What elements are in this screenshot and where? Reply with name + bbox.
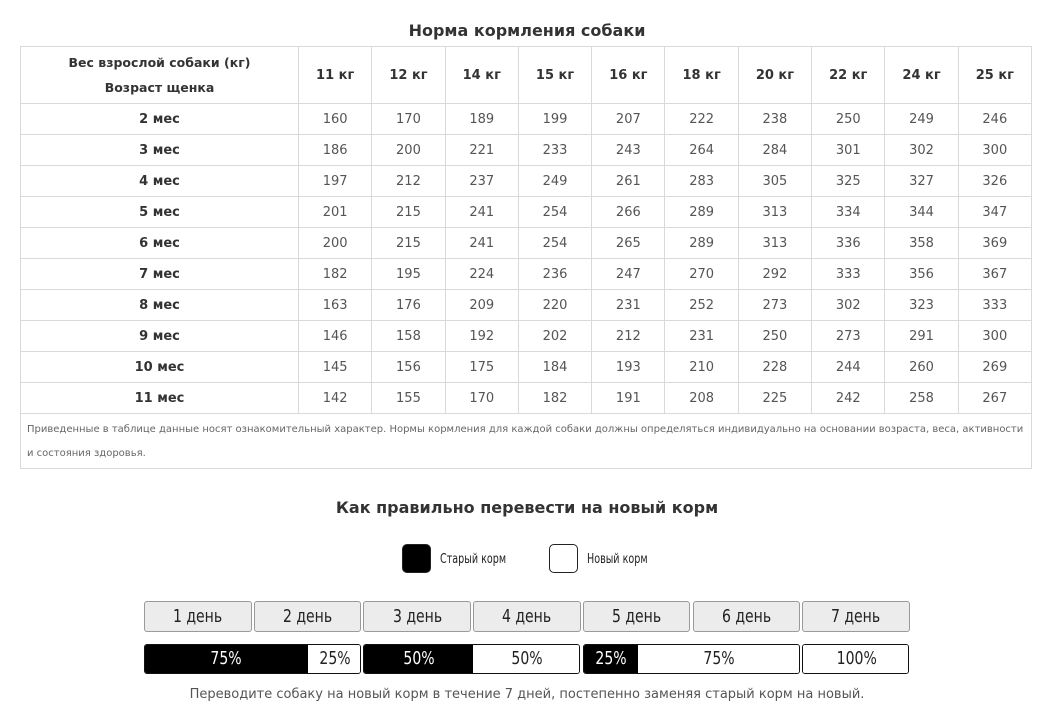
ratio-bar	[363, 644, 580, 674]
grams-cell: 193	[592, 352, 665, 383]
day-label: 3 день	[392, 606, 442, 627]
grams-cell: 236	[518, 259, 591, 290]
day-button[interactable]	[802, 601, 910, 632]
grams-cell: 197	[299, 166, 372, 197]
new-food-segment	[308, 645, 361, 673]
ratio-bar	[144, 644, 361, 674]
day-button[interactable]	[473, 601, 581, 632]
grams-cell: 220	[518, 290, 591, 321]
grams-cell: 246	[958, 104, 1031, 135]
grams-cell: 358	[885, 228, 958, 259]
grams-cell: 300	[958, 321, 1031, 352]
day-label: 5 день	[611, 606, 662, 627]
grams-cell: 250	[738, 321, 811, 352]
grams-cell: 302	[885, 135, 958, 166]
grams-cell: 182	[299, 259, 372, 290]
transition-footer: Переводите собаку на новый корм в течение 7 дней, постепенно заменяя старый корм на новый.	[189, 687, 865, 702]
grams-cell: 292	[738, 259, 811, 290]
grams-cell: 200	[372, 135, 445, 166]
grams-cell: 158	[372, 321, 445, 352]
grams-cell: 156	[372, 352, 445, 383]
grams-cell: 289	[665, 197, 738, 228]
weight-header: 18 кг	[665, 47, 738, 104]
grams-cell: 254	[518, 228, 591, 259]
grams-cell: 347	[958, 197, 1031, 228]
table-row	[21, 383, 1032, 414]
grams-cell: 215	[372, 228, 445, 259]
new-food-segment	[803, 645, 909, 673]
grams-cell: 269	[958, 352, 1031, 383]
grams-cell: 238	[738, 104, 811, 135]
grams-cell: 200	[299, 228, 372, 259]
grams-cell: 344	[885, 197, 958, 228]
grams-cell: 231	[665, 321, 738, 352]
old-food-segment	[584, 645, 638, 673]
age-cell: 2 мес	[21, 104, 299, 135]
ratio-bar	[802, 644, 909, 674]
legend-old-label: Старый корм	[440, 552, 507, 567]
weight-header: 11 кг	[299, 47, 372, 104]
age-cell: 11 мес	[21, 383, 299, 414]
age-axis-label: Возраст щенка	[104, 80, 215, 95]
age-cell: 9 мес	[21, 321, 299, 352]
grams-cell: 231	[592, 290, 665, 321]
grams-cell: 252	[665, 290, 738, 321]
old-food-percent: 25%	[595, 648, 627, 669]
grams-cell: 201	[299, 197, 372, 228]
grams-cell: 176	[372, 290, 445, 321]
grams-cell: 325	[812, 166, 885, 197]
grams-cell: 247	[592, 259, 665, 290]
age-cell: 4 мес	[21, 166, 299, 197]
weight-header: 25 кг	[958, 47, 1031, 104]
grams-cell: 189	[445, 104, 518, 135]
grams-cell: 163	[299, 290, 372, 321]
weight-header: 15 кг	[518, 47, 591, 104]
grams-cell: 225	[738, 383, 811, 414]
table-row	[21, 290, 1032, 321]
grams-cell: 301	[812, 135, 885, 166]
grams-cell: 186	[299, 135, 372, 166]
day-label: 2 день	[282, 606, 333, 627]
grams-cell: 228	[738, 352, 811, 383]
grams-cell: 208	[665, 383, 738, 414]
grams-cell: 334	[812, 197, 885, 228]
grams-cell: 224	[445, 259, 518, 290]
feeding-table	[20, 46, 1032, 469]
grams-cell: 258	[885, 383, 958, 414]
page-title: Норма кормления собаки	[408, 21, 646, 40]
grams-cell: 254	[518, 197, 591, 228]
grams-cell: 212	[592, 321, 665, 352]
ratio-bar	[583, 644, 800, 674]
table-note: Приведенные в таблице данные носят ознакомительный характер. Нормы кормления для каждой собаки должны определяться индивидуально на основании возраста, веса, активности и состояния здоровья.	[21, 414, 1032, 469]
grams-cell: 300	[958, 135, 1031, 166]
grams-cell: 326	[958, 166, 1031, 197]
weight-header: 22 кг	[812, 47, 885, 104]
day-button[interactable]	[583, 601, 691, 632]
grams-cell: 233	[518, 135, 591, 166]
weight-header: 24 кг	[885, 47, 958, 104]
day-button[interactable]	[693, 601, 801, 632]
age-cell: 6 мес	[21, 228, 299, 259]
new-food-segment	[473, 645, 580, 673]
new-food-swatch	[549, 544, 578, 573]
grams-cell: 336	[812, 228, 885, 259]
legend-new-label: Новый корм	[587, 552, 648, 567]
grams-cell: 289	[665, 228, 738, 259]
grams-cell: 265	[592, 228, 665, 259]
old-food-percent: 75%	[210, 648, 242, 669]
new-food-percent: 50%	[511, 648, 543, 669]
table-row	[21, 135, 1032, 166]
weight-header: 14 кг	[445, 47, 518, 104]
grams-cell: 215	[372, 197, 445, 228]
table-row	[21, 166, 1032, 197]
grams-cell: 313	[738, 197, 811, 228]
grams-cell: 145	[299, 352, 372, 383]
grams-cell: 369	[958, 228, 1031, 259]
grams-cell: 175	[445, 352, 518, 383]
table-row	[21, 228, 1032, 259]
grams-cell: 170	[445, 383, 518, 414]
grams-cell: 241	[445, 228, 518, 259]
table-row	[21, 352, 1032, 383]
grams-cell: 313	[738, 228, 811, 259]
old-food-segment	[145, 645, 308, 673]
weight-header: 20 кг	[738, 47, 811, 104]
grams-cell: 192	[445, 321, 518, 352]
new-food-percent: 75%	[703, 648, 735, 669]
age-cell: 3 мес	[21, 135, 299, 166]
table-row	[21, 104, 1032, 135]
transition-title: Как правильно перевести на новый корм	[335, 498, 719, 517]
grams-cell: 242	[812, 383, 885, 414]
day-button[interactable]	[254, 601, 362, 632]
age-cell: 8 мес	[21, 290, 299, 321]
old-food-segment	[364, 645, 472, 673]
grams-cell: 302	[812, 290, 885, 321]
day-label: 1 день	[173, 606, 223, 627]
new-food-segment	[638, 645, 800, 673]
grams-cell: 244	[812, 352, 885, 383]
grams-cell: 209	[445, 290, 518, 321]
grams-cell: 327	[885, 166, 958, 197]
grams-cell: 182	[518, 383, 591, 414]
grams-cell: 212	[372, 166, 445, 197]
weight-header: 16 кг	[592, 47, 665, 104]
table-header-row	[21, 47, 1032, 104]
grams-cell: 267	[958, 383, 1031, 414]
age-cell: 7 мес	[21, 259, 299, 290]
grams-cell: 191	[592, 383, 665, 414]
table-note-row	[21, 414, 1032, 469]
day-label: 4 день	[502, 606, 552, 627]
grams-cell: 202	[518, 321, 591, 352]
grams-cell: 273	[738, 290, 811, 321]
grams-cell: 195	[372, 259, 445, 290]
grams-cell: 199	[518, 104, 591, 135]
weight-header: 12 кг	[372, 47, 445, 104]
grams-cell: 243	[592, 135, 665, 166]
table-row	[21, 259, 1032, 290]
age-cell: 10 мес	[21, 352, 299, 383]
grams-cell: 222	[665, 104, 738, 135]
grams-cell: 273	[812, 321, 885, 352]
grams-cell: 284	[738, 135, 811, 166]
grams-cell: 249	[518, 166, 591, 197]
grams-cell: 333	[812, 259, 885, 290]
grams-cell: 142	[299, 383, 372, 414]
grams-cell: 250	[812, 104, 885, 135]
day-label: 7 день	[831, 606, 881, 627]
table-row	[21, 197, 1032, 228]
grams-cell: 241	[445, 197, 518, 228]
grams-cell: 160	[299, 104, 372, 135]
grams-cell: 367	[958, 259, 1031, 290]
old-food-percent: 50%	[402, 648, 435, 669]
grams-cell: 261	[592, 166, 665, 197]
age-cell: 5 мес	[21, 197, 299, 228]
old-food-swatch	[402, 544, 431, 573]
grams-cell: 146	[299, 321, 372, 352]
grams-cell: 333	[958, 290, 1031, 321]
grams-cell: 155	[372, 383, 445, 414]
grams-cell: 323	[885, 290, 958, 321]
grams-cell: 270	[665, 259, 738, 290]
day-button[interactable]	[363, 601, 471, 632]
grams-cell: 356	[885, 259, 958, 290]
new-food-percent: 25%	[319, 648, 351, 669]
grams-cell: 264	[665, 135, 738, 166]
grams-cell: 221	[445, 135, 518, 166]
day-label: 6 день	[721, 606, 771, 627]
grams-cell: 237	[445, 166, 518, 197]
grams-cell: 291	[885, 321, 958, 352]
grams-cell: 207	[592, 104, 665, 135]
grams-cell: 305	[738, 166, 811, 197]
grams-cell: 184	[518, 352, 591, 383]
new-food-percent: 100%	[836, 648, 877, 669]
table-row	[21, 321, 1032, 352]
day-button[interactable]	[144, 601, 252, 632]
table-corner-header	[21, 47, 299, 104]
grams-cell: 210	[665, 352, 738, 383]
grams-cell: 266	[592, 197, 665, 228]
grams-cell: 170	[372, 104, 445, 135]
weight-axis-label: Вес взрослой собаки (кг)	[68, 55, 251, 70]
grams-cell: 283	[665, 166, 738, 197]
grams-cell: 249	[885, 104, 958, 135]
grams-cell: 260	[885, 352, 958, 383]
